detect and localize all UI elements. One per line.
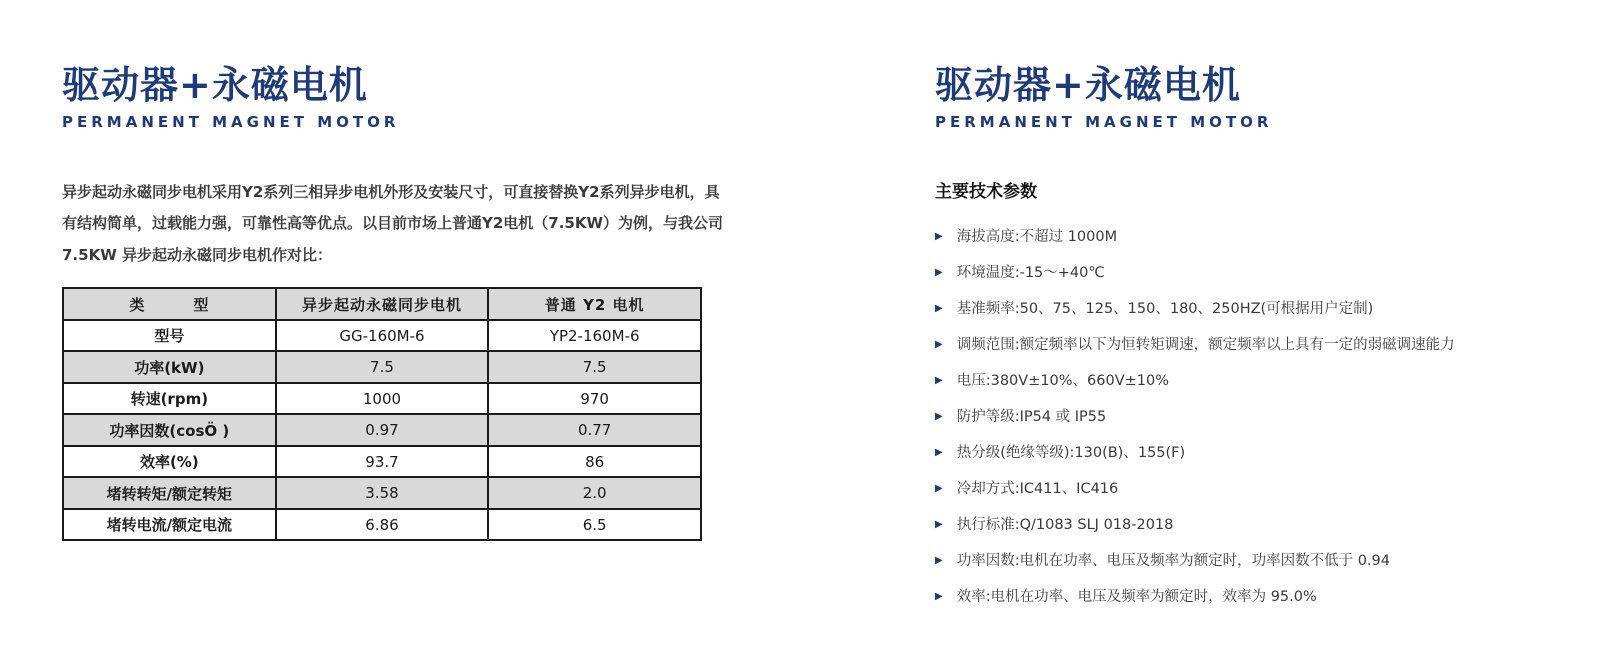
pm-value: 1000 [276, 383, 489, 415]
pm-value: 6.86 [276, 509, 489, 541]
triangle-right-icon [935, 407, 943, 427]
intro-line: 异步起动永磁同步电机采用Y2系列三相异步电机外形及安装尺寸，可直接替换Y2系列异步电机，具 [62, 182, 720, 201]
intro-line: 7.5KW 异步起动永磁同步电机作对比： [62, 245, 332, 264]
spec-text: 环境温度:-15～+40℃ [956, 264, 1105, 281]
triangle-right-icon [935, 299, 943, 319]
triangle-right-icon [935, 227, 943, 247]
spec-item [935, 479, 1580, 499]
pm-value: GG-160M-6 [276, 320, 489, 352]
page-subtitle: PERMANENT MAGNET MOTOR [62, 112, 400, 131]
pm-value: 93.7 [276, 446, 489, 478]
spec-text: 电压:380V±10%、660V±10% [956, 372, 1170, 389]
spec-text: 效率:电机在功率、电压及频率为额定时，效率为 95.0% [956, 588, 1317, 605]
spec-text: 热分级(绝缘等级):130(B)、155(F) [956, 444, 1186, 461]
triangle-right-icon [935, 443, 943, 463]
intro-paragraph [62, 177, 724, 272]
spec-text: 海拔高度:不超过 1000M [956, 228, 1118, 245]
comparison-table [62, 287, 702, 541]
triangle-right-icon [935, 551, 943, 571]
table-row-power [63, 351, 701, 383]
right-page [935, 63, 1580, 623]
table-row-efficiency [63, 446, 701, 478]
spec-text: 基准频率:50、75、125、150、180、250HZ(可根据用户定制) [956, 300, 1374, 317]
y2-value: 86 [488, 446, 701, 478]
triangle-right-icon [935, 515, 943, 535]
intro-line: 有结构简单，过载能力强，可靠性高等优点。以目前市场上普通Y2电机（7.5KW）为例，与我公司 [62, 214, 724, 233]
y2-value: 2.0 [488, 477, 701, 509]
row-label: 转速(rpm) [63, 383, 276, 415]
page-title: 驱动器+永磁电机 [62, 63, 368, 107]
pm-value: 0.97 [276, 414, 489, 446]
spec-item [935, 407, 1580, 427]
spec-item [935, 227, 1580, 247]
row-label: 堵转电流/额定电流 [63, 509, 276, 541]
spec-item [935, 299, 1580, 319]
pm-value: 3.58 [276, 477, 489, 509]
table-row-power-factor [63, 414, 701, 446]
row-label: 功率因数(cosÖ ) [63, 414, 276, 446]
table-header-y2-motor: 普通 Y2 电机 [488, 288, 701, 320]
triangle-right-icon [935, 371, 943, 391]
table-row-locked-current [63, 509, 701, 541]
triangle-right-icon [935, 263, 943, 283]
spec-item [935, 551, 1580, 571]
page-subtitle: PERMANENT MAGNET MOTOR [935, 112, 1273, 131]
spec-item [935, 371, 1580, 391]
triangle-right-icon [935, 587, 943, 607]
spec-item [935, 263, 1580, 283]
pm-value: 7.5 [276, 351, 489, 383]
row-label: 效率(%) [63, 446, 276, 478]
y2-value: 7.5 [488, 351, 701, 383]
left-page [62, 63, 724, 541]
table-header-pm-motor: 异步起动永磁同步电机 [276, 288, 489, 320]
y2-value: 970 [488, 383, 701, 415]
row-label: 型号 [63, 320, 276, 352]
spec-text: 冷却方式:IC411、IC416 [956, 480, 1119, 497]
spec-text: 防护等级:IP54 或 IP55 [956, 408, 1107, 425]
spec-list [935, 227, 1580, 607]
spec-item [935, 443, 1580, 463]
triangle-right-icon [935, 335, 943, 355]
spec-item [935, 335, 1580, 355]
spec-text: 功率因数:电机在功率、电压及频率为额定时，功率因数不低于 0.94 [956, 552, 1390, 569]
spec-text: 调频范围:额定频率以下为恒转矩调速，额定频率以上具有一定的弱磁调速能力 [956, 336, 1455, 353]
spec-item [935, 515, 1580, 535]
table-header-row [63, 288, 701, 320]
y2-value: YP2-160M-6 [488, 320, 701, 352]
table-row-speed [63, 383, 701, 415]
row-label: 堵转转矩/额定转矩 [63, 477, 276, 509]
table-row-model [63, 320, 701, 352]
spec-item [935, 587, 1580, 607]
section-title: 主要技术参数 [935, 181, 1037, 202]
spec-text: 执行标准:Q/1083 SLJ 018-2018 [956, 516, 1174, 533]
table-header-type: 类 型 [63, 288, 276, 320]
y2-value: 0.77 [488, 414, 701, 446]
row-label: 功率(kW) [63, 351, 276, 383]
y2-value: 6.5 [488, 509, 701, 541]
triangle-right-icon [935, 479, 943, 499]
page-title: 驱动器+永磁电机 [935, 63, 1241, 107]
table-row-locked-torque [63, 477, 701, 509]
